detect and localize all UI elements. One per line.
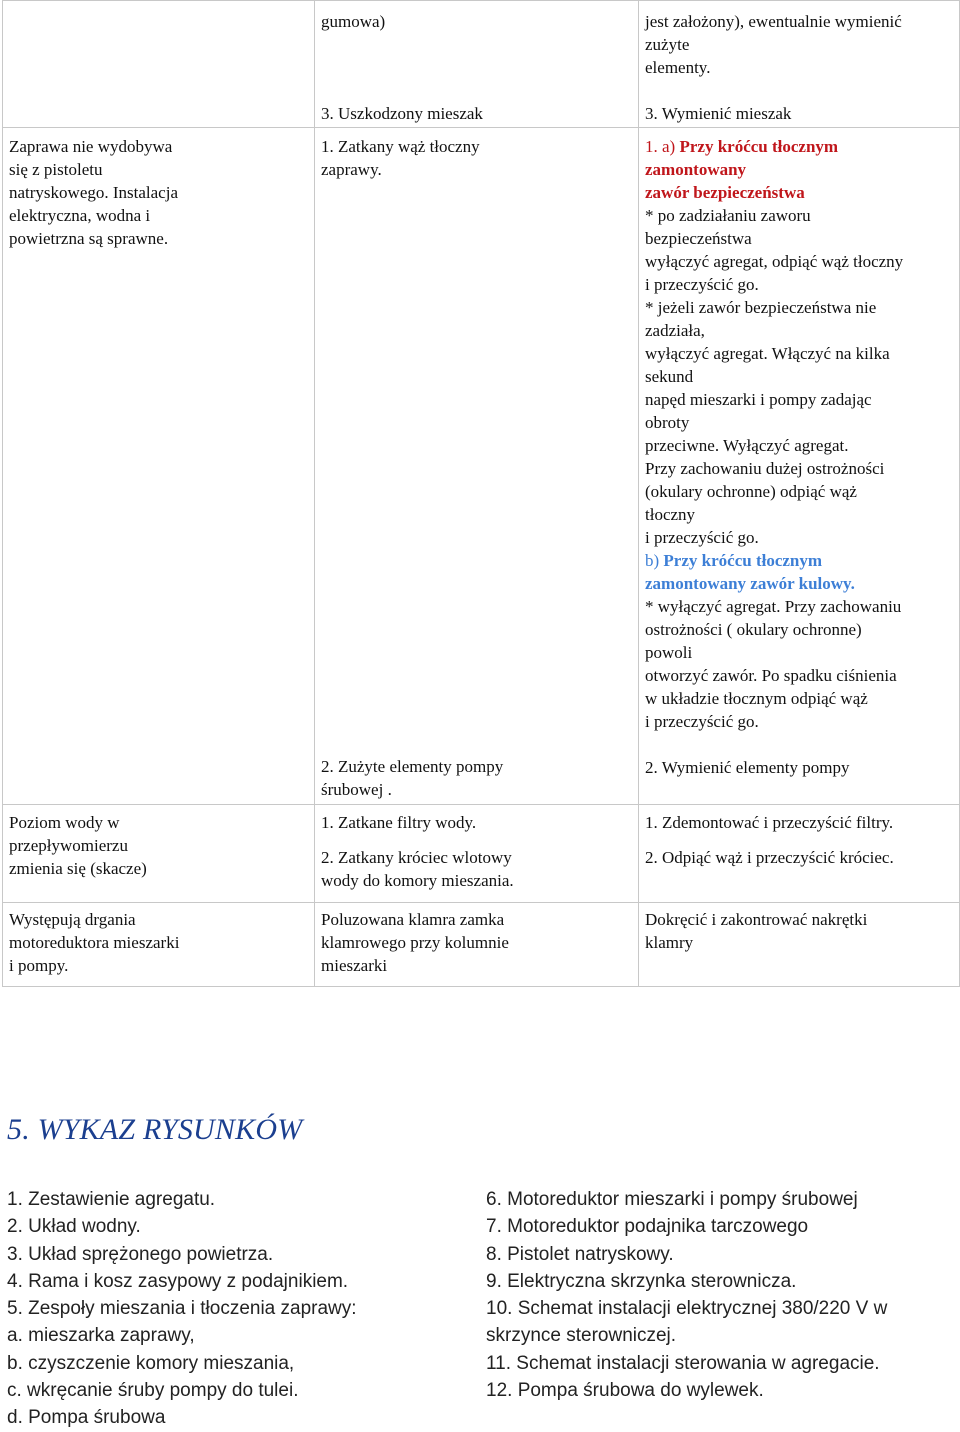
remedy-text: 2. Odpiąć wąż i przeczyścić króciec.: [645, 848, 894, 867]
remedy-cell: [639, 903, 960, 987]
symptom-text: Zaprawa nie wydobywa: [9, 137, 173, 156]
remedy-text: 2. Wymienić elementy pompy: [645, 758, 850, 777]
warning-text: Przy króćcu tłocznym: [679, 137, 839, 156]
remedy-text: zadziała,: [645, 321, 705, 340]
warning-text: zawór bezpieczeństwa: [645, 183, 805, 202]
remedy-text: powoli: [645, 643, 693, 662]
remedy-text: wyłączyć agregat. Włączyć na kilka: [645, 344, 890, 363]
symptom-cell: [3, 805, 315, 903]
list-item: 5. Zespoły mieszania i tłoczenia zaprawy:: [7, 1298, 357, 1320]
cause-text: zaprawy.: [321, 160, 382, 179]
symptom-text: zmienia się (skacze): [9, 859, 147, 878]
list-item: 2. Układ wodny.: [7, 1216, 141, 1238]
warning-text: zamontowany: [645, 160, 747, 179]
cause-text: gumowa): [321, 12, 386, 31]
list-item: 8. Pistolet natryskowy.: [486, 1243, 674, 1265]
list-item: 12. Pompa śrubowa do wylewek.: [486, 1380, 764, 1402]
symptom-text: elektryczna, wodna i: [9, 206, 151, 225]
cause-text: śrubowej .: [321, 780, 392, 799]
symptom-text: Występują drgania: [9, 910, 136, 929]
remedy-text: tłoczny: [645, 505, 696, 524]
list-item: 11. Schemat instalacji sterowania w agregacie.: [486, 1352, 880, 1374]
table-row: [3, 1, 960, 128]
table-row: [3, 128, 960, 805]
remedy-text: jest założony), ewentualnie wymienić: [645, 12, 902, 31]
cause-text: mieszarki: [321, 956, 388, 975]
remedy-text: elementy.: [645, 58, 711, 77]
cause-cell: [315, 1, 639, 128]
cause-cell: [315, 903, 639, 987]
remedy-text: Przy zachowaniu dużej ostrożności: [645, 459, 885, 478]
symptom-cell: [3, 903, 315, 987]
remedy-text: * wyłączyć agregat. Przy zachowaniu: [645, 597, 902, 616]
remedy-cell: [639, 128, 960, 805]
remedy-text: klamry: [645, 933, 694, 952]
symptom-cell: [3, 128, 315, 805]
cause-text: Poluzowana klamra zamka: [321, 910, 505, 929]
remedy-text: 1. Zdemontować i przeczyścić filtry.: [645, 813, 894, 832]
symptom-text: Poziom wody w: [9, 813, 120, 832]
table-row: [3, 805, 960, 903]
remedy-cell: [639, 805, 960, 903]
remedy-text: (okulary ochronne) odpiąć wąż: [645, 482, 857, 501]
remedy-text: ostrożności ( okulary ochronne): [645, 620, 862, 639]
remedy-text: i przeczyścić go.: [645, 528, 759, 547]
cause-text: klamrowego przy kolumnie: [321, 933, 509, 952]
note-text: Przy króćcu tłocznym: [663, 551, 823, 570]
table-row: [3, 903, 960, 987]
symptom-text: się z pistoletu: [9, 160, 103, 179]
cause-text: 1. Zatkane filtry wody.: [321, 813, 477, 832]
list-item: 7. Motoreduktor podajnika tarczowego: [486, 1216, 809, 1238]
remedy-text: Dokręcić i zakontrować nakrętki: [645, 910, 868, 929]
remedy-text: wyłączyć agregat, odpiąć wąż tłoczny: [645, 252, 904, 271]
section-heading: 5. WYKAZ RYSUNKÓW: [7, 1113, 303, 1146]
remedy-text: i przeczyścić go.: [645, 275, 759, 294]
remedy-text: przeciwne. Wyłączyć agregat.: [645, 436, 849, 455]
cause-cell: [315, 128, 639, 805]
troubleshooting-table: [2, 0, 960, 987]
cause-text: 2. Zużyte elementy pompy: [321, 757, 504, 776]
list-item: 1. Zestawienie agregatu.: [7, 1189, 216, 1210]
list-item: c. wkręcanie śruby pompy do tulei.: [7, 1380, 299, 1402]
symptom-text: i pompy.: [9, 956, 69, 975]
symptom-text: przepływomierzu: [9, 836, 128, 855]
remedy-text: bezpieczeństwa: [645, 229, 752, 248]
remedy-text: * jeżeli zawór bezpieczeństwa nie: [645, 298, 877, 317]
note-text: zamontowany zawór kulowy.: [645, 574, 855, 593]
list-item: 6. Motoreduktor mieszarki i pompy śrubowej: [486, 1189, 858, 1210]
remedy-text: zużyte: [645, 35, 690, 54]
cause-text: wody do komory mieszania.: [321, 871, 514, 890]
remedy-text: 3. Wymienić mieszak: [645, 104, 792, 123]
list-item: skrzynce sterowniczej.: [486, 1325, 677, 1347]
list-item: d. Pompa śrubowa: [7, 1407, 166, 1429]
remedy-text: w układzie tłocznym odpiąć wąż: [645, 689, 868, 708]
cause-text: 3. Uszkodzony mieszak: [321, 104, 483, 123]
remedy-cell: [639, 1, 960, 128]
list-item: 4. Rama i kosz zasypowy z podajnikiem.: [7, 1270, 349, 1292]
remedy-text: * po zadziałaniu zaworu: [645, 206, 811, 225]
figure-list-right: [486, 1186, 956, 1404]
list-item: 3. Układ sprężonego powietrza.: [7, 1243, 274, 1265]
cause-text: 2. Zatkany króciec wlotowy: [321, 848, 512, 867]
list-item: a. mieszarka zaprawy,: [7, 1325, 195, 1347]
cause-text: 1. Zatkany wąż tłoczny: [321, 137, 480, 156]
symptom-text: natryskowego. Instalacja: [9, 183, 178, 202]
list-item: b. czyszczenie komory mieszania,: [7, 1352, 295, 1374]
list-item: 10. Schemat instalacji elektrycznej 380/220 V w: [486, 1298, 888, 1320]
symptom-text: motoreduktora mieszarki: [9, 933, 180, 952]
remedy-text: obroty: [645, 413, 690, 432]
remedy-prefix: b): [645, 551, 664, 570]
symptom-text: powietrzna są sprawne.: [9, 229, 169, 248]
list-item: 9. Elektryczna skrzynka sterownicza.: [486, 1270, 797, 1292]
remedy-text: sekund: [645, 367, 694, 386]
remedy-text: otworzyć zawór. Po spadku ciśnienia: [645, 666, 897, 685]
symptom-cell: [3, 1, 315, 128]
cause-cell: [315, 805, 639, 903]
remedy-text: i przeczyścić go.: [645, 712, 759, 731]
figure-list-left: [7, 1186, 467, 1432]
remedy-prefix: 1. a): [645, 137, 680, 156]
remedy-text: napęd mieszarki i pompy zadając: [645, 390, 872, 409]
